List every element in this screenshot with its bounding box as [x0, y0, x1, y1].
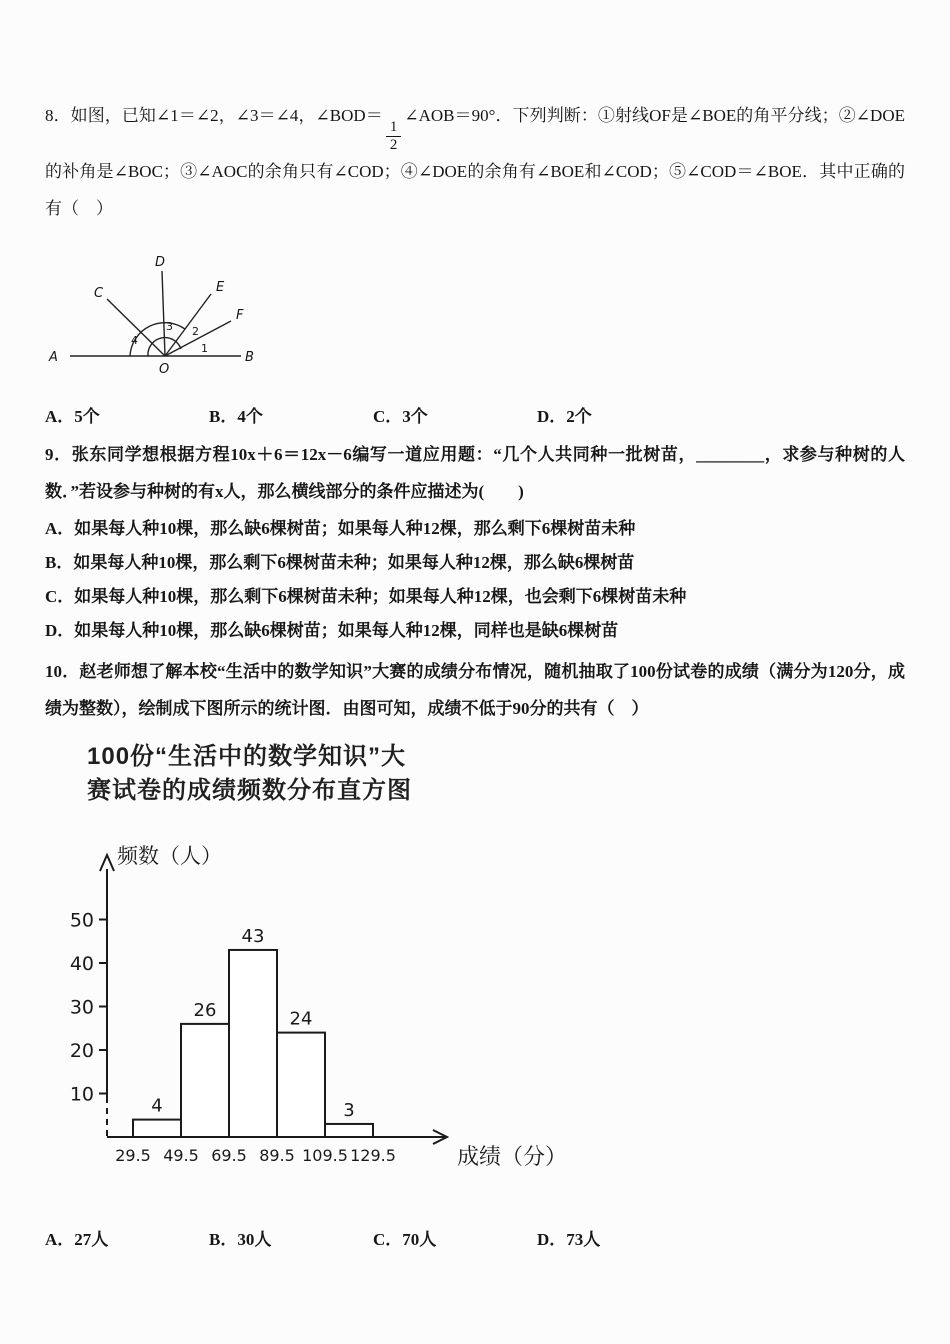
q9-option-a: A．如果每人种10棵，那么缺6棵树苗；如果每人种12棵，那么剩下6棵树苗未种	[45, 519, 636, 539]
histogram-block	[61, 740, 905, 1210]
q8-option-c: C．3个	[373, 407, 428, 427]
svg-text:49.5: 49.5	[163, 1146, 199, 1166]
figure-angle-4: 4	[131, 334, 138, 348]
chart-title	[87, 740, 905, 810]
fraction-one-half	[386, 119, 402, 155]
chart-title-line-2: 赛试卷的成绩频数分布直方图	[87, 777, 412, 805]
svg-text:26: 26	[193, 1000, 217, 1022]
figure-angle-3: 3	[166, 320, 173, 334]
svg-text:29.5: 29.5	[115, 1146, 151, 1166]
fraction-numerator: 1	[386, 119, 402, 137]
svg-text:4: 4	[151, 1095, 163, 1117]
svg-text:成绩（分）: 成绩（分）	[457, 1145, 568, 1171]
figure-angle-2: 2	[192, 325, 199, 339]
figure-label-o: O	[159, 362, 170, 378]
svg-text:30: 30	[69, 996, 94, 1019]
q10-option-c: C．70人	[373, 1230, 437, 1250]
svg-text:3: 3	[343, 1100, 355, 1122]
question-10-text: 10．赵老师想了解本校“生活中的数学知识”大赛的成绩分布情况，随机抽取了100份试卷的成绩（满分为120分，成绩为整数），绘制成下图所示的统计图．由图可知，成绩不低于90分的共有（ ）	[45, 662, 905, 718]
q8-text-before: 8．如图，已知∠1＝∠2，∠3＝∠4，∠BOD＝	[45, 106, 383, 125]
question-8-text	[45, 98, 905, 227]
svg-text:40: 40	[69, 953, 94, 976]
svg-text:24: 24	[289, 1008, 313, 1030]
figure-angle-1: 1	[201, 342, 208, 356]
angle-figure-wrap	[45, 251, 905, 386]
figure-label-f: F	[236, 308, 244, 324]
fraction-denominator: 2	[389, 137, 398, 153]
q10-option-d: D．73人	[537, 1230, 601, 1250]
svg-text:50: 50	[69, 909, 94, 932]
svg-text:69.5: 69.5	[211, 1146, 247, 1166]
q10-options	[45, 1225, 905, 1250]
angle-figure	[45, 251, 285, 381]
svg-text:43: 43	[241, 926, 265, 948]
q8-option-a: A．5个	[45, 407, 100, 427]
q8-options	[45, 402, 905, 427]
figure-label-e: E	[216, 280, 225, 296]
q10-option-a: A．27人	[45, 1230, 109, 1250]
svg-text:129.5: 129.5	[350, 1146, 396, 1166]
figure-label-d: D	[155, 255, 166, 271]
histogram-svg	[61, 809, 591, 1204]
svg-text:89.5: 89.5	[259, 1146, 295, 1166]
svg-text:频数（人）: 频数（人）	[117, 844, 222, 869]
figure-label-c: C	[94, 286, 104, 302]
q10-option-b: B．30人	[209, 1230, 272, 1250]
svg-text:109.5: 109.5	[302, 1146, 348, 1166]
chart-title-line-1: 100份“生活中的数学知识”大	[87, 742, 407, 770]
figure-label-b: B	[245, 350, 254, 366]
figure-label-a: A	[49, 350, 58, 366]
q8-text-after: ∠AOB＝90°．下列判断：①射线OF是∠BOE的角平分线；②∠DOE的补角是∠BOC；③∠AOC的余角只有∠COD；④∠DOE的余角有∠BOE和∠COD；⑤∠COD＝∠BOE．其中正确的有（ ）	[45, 106, 905, 218]
question-9-text: 9．张东同学想根据方程10x＋6＝12x－6编写一道应用题：“几个人共同种一批树苗，________，求参与种树的人数．”若设参与种树的有x人，那么横线部分的条件应描述为( )	[45, 445, 905, 501]
q8-option-b: B．4个	[209, 407, 263, 427]
figure-point-labels	[48, 255, 254, 377]
q8-option-d: D．2个	[537, 407, 592, 427]
svg-text:10: 10	[69, 1083, 94, 1106]
q9-option-d: D．如果每人种10棵，那么缺6棵树苗；如果每人种12棵，同样也是缺6棵树苗	[45, 621, 619, 641]
svg-text:20: 20	[69, 1040, 94, 1063]
q9-option-c: C．如果每人种10棵，那么剩下6棵树苗未种；如果每人种12棵，也会剩下6棵树苗未种	[45, 587, 687, 607]
q9-options	[45, 512, 905, 648]
q9-option-b: B．如果每人种10棵，那么剩下6棵树苗未种；如果每人种12棵，那么缺6棵树苗	[45, 553, 635, 573]
